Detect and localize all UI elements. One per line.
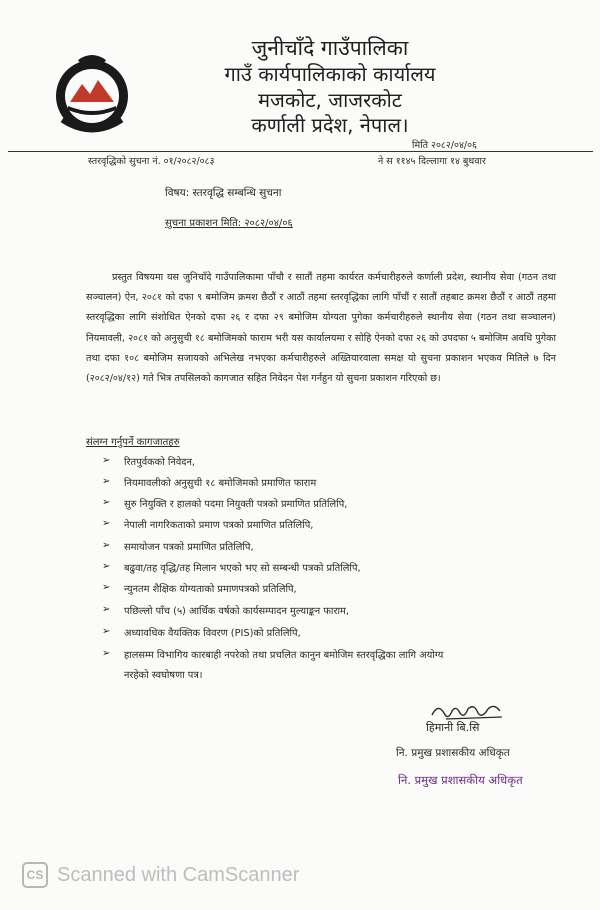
arrow-bullet-icon: ➢ xyxy=(102,604,111,615)
arrow-bullet-icon: ➢ xyxy=(102,626,111,637)
publication-date: सुचना प्रकाशन मिति: २०८२/०४/०६ xyxy=(165,218,293,229)
dispatch-number: ने स ११४५ दिल्लागा १४ बुधवार xyxy=(378,156,486,167)
municipality-name: जुनीचाँदे गाउँपालिका xyxy=(251,36,409,60)
subject-line: विषय: स्तरवृद्धि सम्बन्धि सुचना xyxy=(165,187,282,199)
arrow-bullet-icon: ➢ xyxy=(102,518,111,529)
letter-date: मिति २०८२/०४/०६ xyxy=(412,140,477,151)
reference-number: स्तरवृद्धिको सुचना नं. ०१/२०८२/०८३ xyxy=(88,156,215,167)
arrow-bullet-icon: ➢ xyxy=(102,497,111,508)
office-name: गाउँ कार्यपालिकाको कार्यालय xyxy=(224,62,436,86)
arrow-bullet-icon: ➢ xyxy=(102,561,111,572)
signatory-title: नि. प्रमुख प्रशासकीय अधिकृत xyxy=(396,747,510,759)
arrow-bullet-icon: ➢ xyxy=(102,476,111,487)
arrow-bullet-icon: ➢ xyxy=(102,582,111,593)
official-stamp: नि. प्रमुख प्रशासकीय अधिकृत xyxy=(398,773,523,787)
arrow-bullet-icon: ➢ xyxy=(102,455,111,466)
scanner-watermark xyxy=(22,861,299,889)
notice-body: प्रस्तुत विषयमा यस जुनिचाँदे गाउँपालिकामा पाँचौ र सातौं तहमा कार्यरत कर्मचारीहरुले कर्णाली प्रदेश, स्थानीय सेवा (गठन तथा सञ्चालन) ऐन, २०८१ को दफा ९ बमोजिम क्रमश छैठौं र आठौं तहमा स्तरवृद्धिका लागि पाँचौं र सातौं तहबाट क्रमश छैठौं र आठौं तहमा स्तरवृद्धिका लागि संशोधित ऐनको दफा २६ र दफा २९ बमोजिम योग्यता पुगेका कर्मचारीहरुले स्थानीय सेवा (गठन तथा सञ्चालन) नियमावली, २०८१ को अनुसुची १८ बमोजिमको फाराम भरी यस कार्यालयमा र सोहि ऐनको दफा २६ को उपदफा ५ बमोजिम अवधि पुगेका तथा दफा १०८ बमोजिम सजायको अभिलेख नभएका कर्मचारीहरुले अख्तियारवाला समक्ष यो सुचना प्रकाशन भएकव मितिले ७ दिन (२०८२/०४/१२) गते भित्र तपसिलको कागजात सहित निवेदन पेश गर्नहुन यो सुचना प्रकाशन गरिएको छ। xyxy=(86,272,556,385)
camscanner-logo-icon: CS xyxy=(22,862,48,888)
arrow-bullet-icon: ➢ xyxy=(102,540,111,551)
header-divider xyxy=(8,151,593,152)
watermark-text: Scanned with CamScanner xyxy=(57,863,300,886)
province-name: कर्णाली प्रदेश, नेपाल। xyxy=(251,113,409,137)
signatory-name: हिमानी बि.सि xyxy=(426,721,480,734)
arrow-bullet-icon: ➢ xyxy=(102,648,111,659)
office-location: मजकोट, जाजरकोट xyxy=(258,88,402,112)
attachments-heading: संलग्न गर्नुपर्ने कागजातहरु xyxy=(86,437,180,448)
